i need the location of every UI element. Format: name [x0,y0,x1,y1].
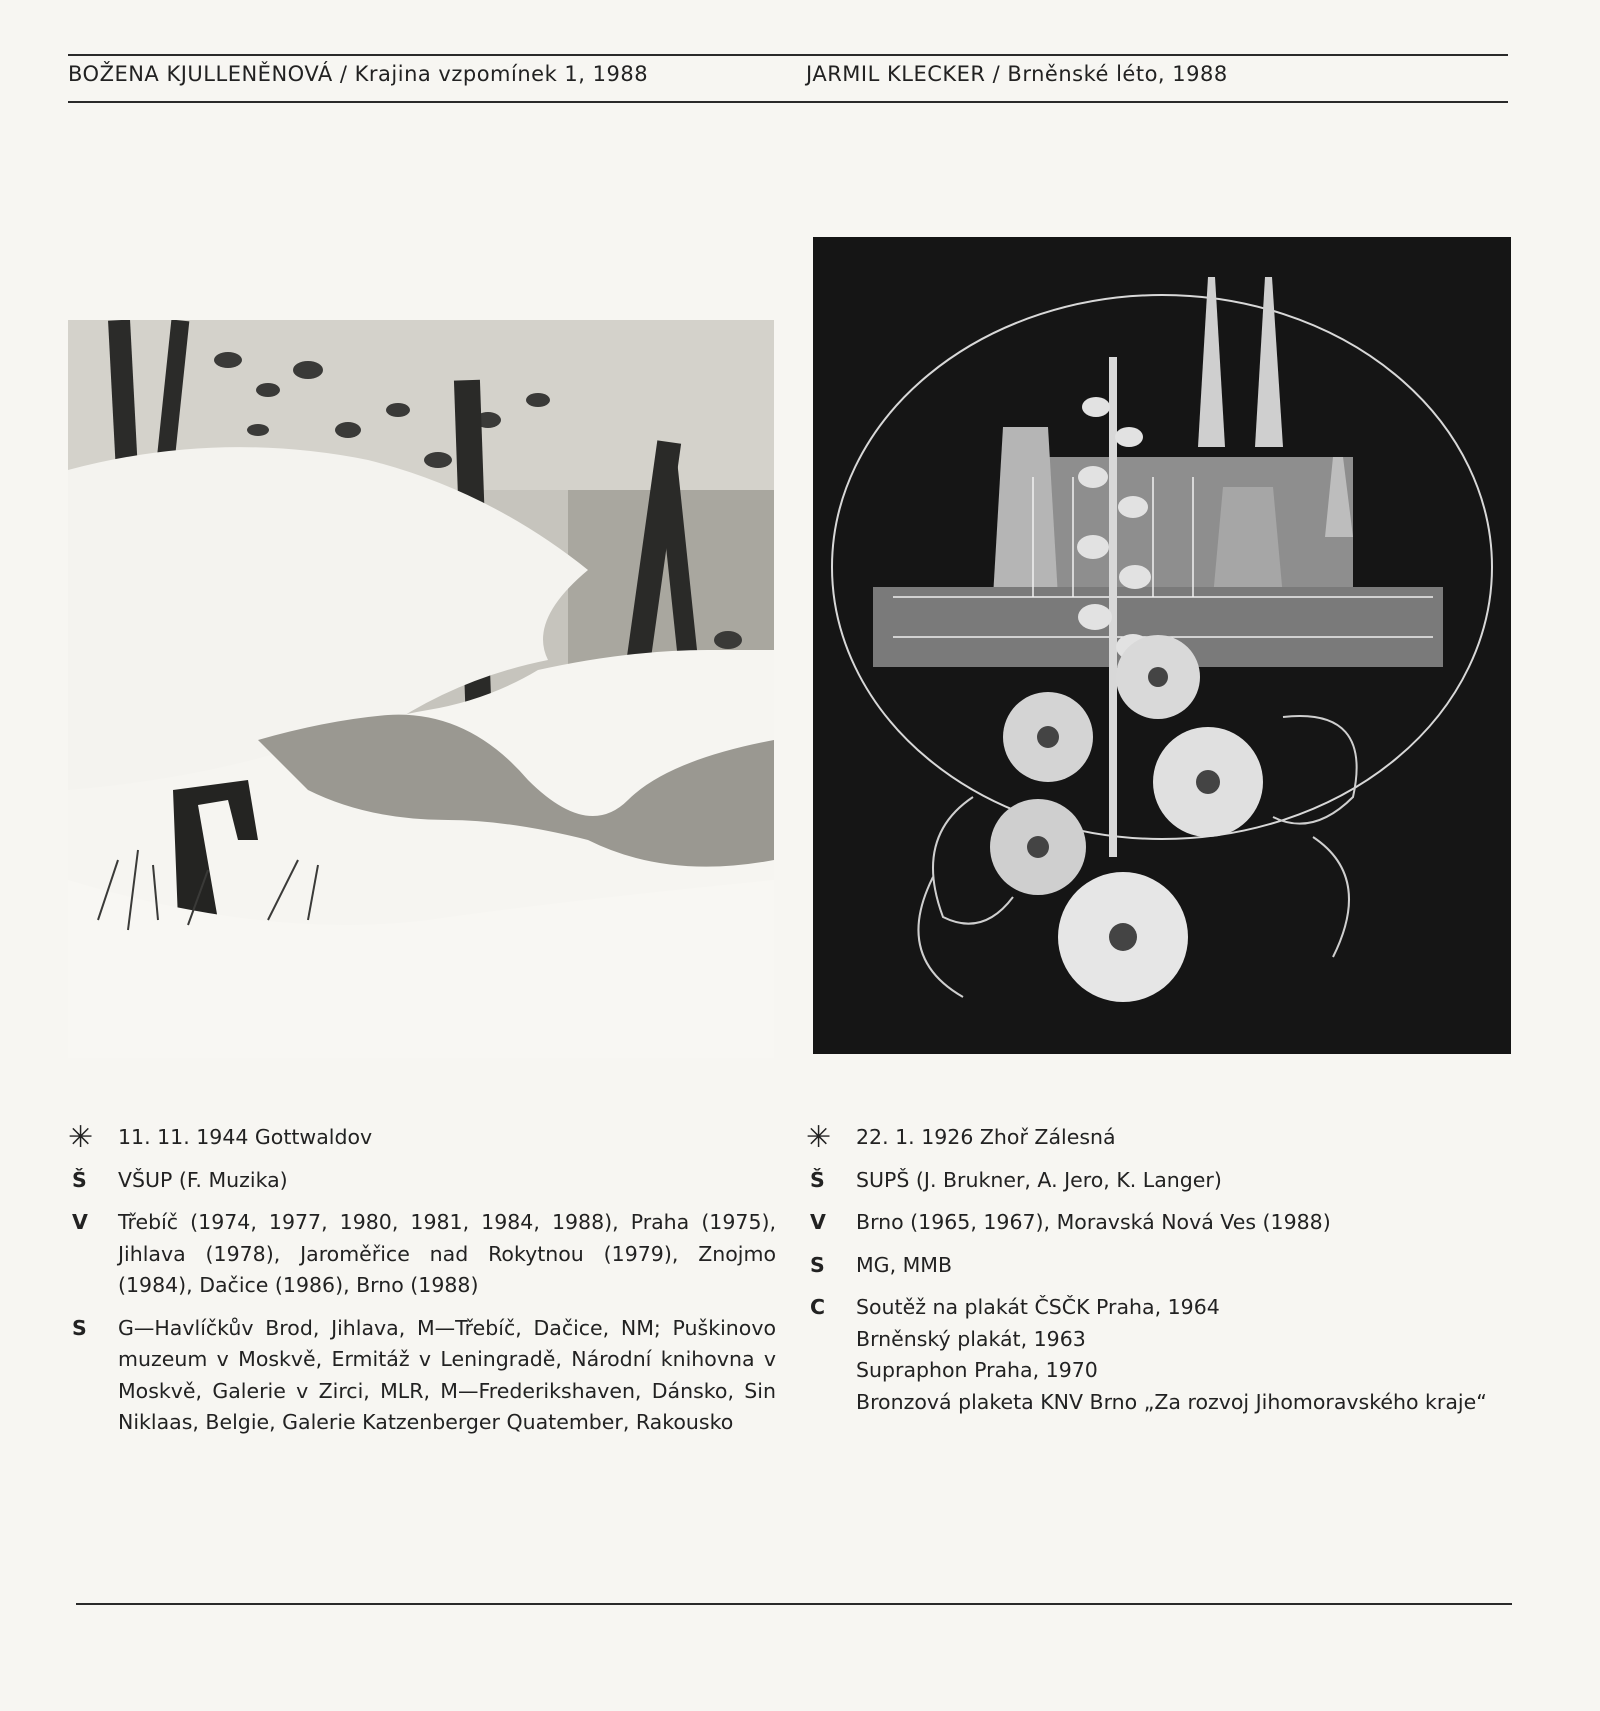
left-artwork-title: BOŽENA KJULLENĚNOVÁ / Krajina vzpomínek 1, 1988 [68,62,649,86]
left-collections-text: G—Havlíčkův Brod, Jihlava, M—Třebíč, Dačice, NM; Puškinovo muzeum v Moskvě, Ermitáž v Leningradě, Národní knihovna v Moskvě, Galerie v Zirci, MLR, M—Frederikshaven, Dánsko, Sin Niklaas, Belgie, Galerie Katzenberger Quatember, Rakousko [118,1315,776,1434]
competitions-label: C [810,1295,826,1319]
header-bottom-rule [68,101,1508,103]
winter-landscape-illustration [68,320,774,1058]
bottom-rule [76,1603,1512,1605]
left-school-text: VŠUP (F. Muzika) [118,1167,288,1192]
competition-item: Bronzová plaketa KNV Brno „Za rozvoj Jihomoravského kraje“ [856,1389,1487,1414]
cathedral-illustration [813,237,1511,1054]
right-birth-row [806,1122,1512,1154]
right-collections-row [806,1250,1512,1282]
left-exhibitions-row [68,1207,776,1302]
top-rule [68,54,1508,56]
competition-item: Brněnský plakát, 1963 [856,1326,1086,1351]
left-school-row [68,1165,776,1197]
exhibitions-label: V [72,1210,88,1234]
asterisk-icon: ✳ [68,1120,94,1155]
artwork-winter-landscape [68,320,774,1058]
collections-label: S [72,1315,87,1340]
left-artist-biography [68,1122,776,1450]
right-school-text: SUPŠ (J. Brukner, A. Jero, K. Langer) [856,1167,1222,1192]
competition-item: Supraphon Praha, 1970 [856,1358,1098,1382]
right-competitions-row [806,1292,1512,1418]
left-birth-row [68,1122,776,1154]
exhibitions-label: V [810,1210,826,1234]
right-collections-text: MG, MMB [856,1252,953,1277]
competition-item: Soutěž na plakát ČSČK Praha, 1964 [856,1295,1220,1319]
left-exhibitions-text: Třebíč (1974, 1977, 1980, 1981, 1984, 1988), Praha (1975), Jihlava (1978), Jaroměřice nad Rokytnou (1979), Znojmo (1984), Dačice (1986), Brno (1988) [118,1210,776,1297]
asterisk-icon: ✳ [806,1120,832,1155]
right-artwork-title: JARMIL KLECKER / Brněnské léto, 1988 [806,62,1228,86]
artwork-cathedral-hollyhocks [813,237,1511,1054]
right-artist-biography [806,1122,1512,1429]
school-label: Š [810,1167,825,1192]
right-competitions-text [856,1292,1512,1418]
right-exhibitions-row [806,1207,1512,1239]
right-exhibitions-text: Brno (1965, 1967), Moravská Nová Ves (1988) [856,1210,1331,1234]
right-school-row [806,1165,1512,1197]
left-birth-text: 11. 11. 1944 Gottwaldov [118,1125,373,1149]
collections-label: S [810,1252,825,1277]
left-collections-row [68,1313,776,1439]
right-birth-text: 22. 1. 1926 Zhoř Zálesná [856,1125,1116,1149]
school-label: Š [72,1167,87,1192]
